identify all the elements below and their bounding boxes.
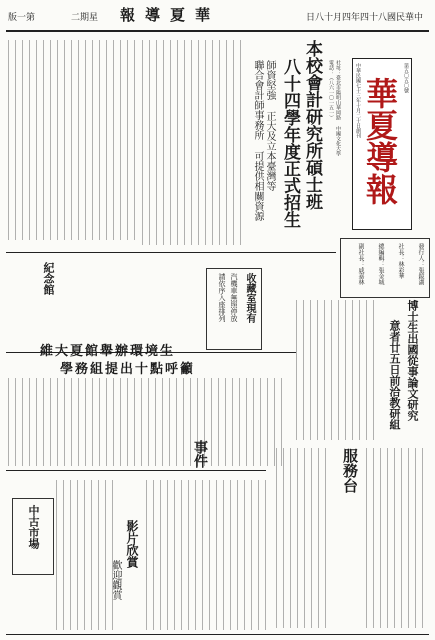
lead-subhead-2: 聯合會計師事務所 可提供相關資源 <box>252 60 263 221</box>
parking-subhead-2: 請依序入座排列 <box>218 273 226 322</box>
staff-president: 社長：林彩華 <box>397 243 404 279</box>
film-subhead: 歡迎觀賞 <box>110 560 121 600</box>
divider-1 <box>6 252 336 253</box>
masthead-issue: 第五〇五〇號 <box>403 63 409 93</box>
film-headline: 影片欣賞 <box>125 520 139 568</box>
staff-box <box>340 238 430 298</box>
parking-subhead: 汽機車無照停放 <box>230 273 238 322</box>
masthead-title: 華夏導報 <box>361 77 399 205</box>
lead-subhead: 師資堅強 正大及立本臺灣等 <box>264 60 275 191</box>
phd-body-text-2 <box>366 448 428 628</box>
masthead-phone: 電話：（八六一〇一五一） <box>328 60 334 120</box>
publication-date: 日八十月四年四十八國民華中 <box>305 13 423 23</box>
environment-body-text <box>8 378 288 466</box>
parking-box <box>206 268 262 350</box>
masthead-box <box>352 58 412 230</box>
parking-headline: 收藏室現有 <box>244 273 255 323</box>
left-body-text <box>8 40 136 240</box>
market-box <box>12 498 54 575</box>
incident-headline: 事件 <box>192 440 208 468</box>
service-desk-headline: 服務台 <box>341 448 359 493</box>
memorial-headline: 紀念館 <box>42 262 55 295</box>
staff-editor: 總編輯：張金城 <box>377 243 384 285</box>
footer-rule <box>6 634 429 635</box>
staff-vice-president: 副社長：戚嘉林 <box>357 243 364 285</box>
edition-label: 版一第 二期星 <box>8 13 99 23</box>
phd-subhead: 意者廿五日前洽教研組 <box>388 320 401 430</box>
environment-subhead: 學務組提出十點呼籲 <box>60 362 196 377</box>
lead-body-text <box>142 40 242 245</box>
lead-headline: 本校會計研究所碩士班 <box>302 40 322 210</box>
market-headline: 中古市場 <box>27 505 40 549</box>
newspaper-title: 報導夏華 <box>120 6 221 24</box>
divider-3 <box>6 470 266 471</box>
masthead-address: 社址：臺北市陽明山華岡路 中國文化大學 <box>335 60 341 156</box>
staff-publisher: 發行人：張鏡湖 <box>417 243 424 285</box>
phd-headline: 博士生出國從事論文研究 <box>406 300 419 421</box>
phd-body-text <box>296 300 380 440</box>
lead-headline-2: 八十四學年度正式招生 <box>280 58 300 228</box>
header-rule <box>6 30 429 32</box>
film-body-text <box>146 480 270 630</box>
masthead-publisher: 中華民國七十三年十月二十日創刊 <box>355 63 361 138</box>
market-body-text <box>56 480 116 630</box>
environment-headline: 維大夏館舉辦環境生 <box>40 344 176 359</box>
service-desk-body <box>276 448 332 628</box>
